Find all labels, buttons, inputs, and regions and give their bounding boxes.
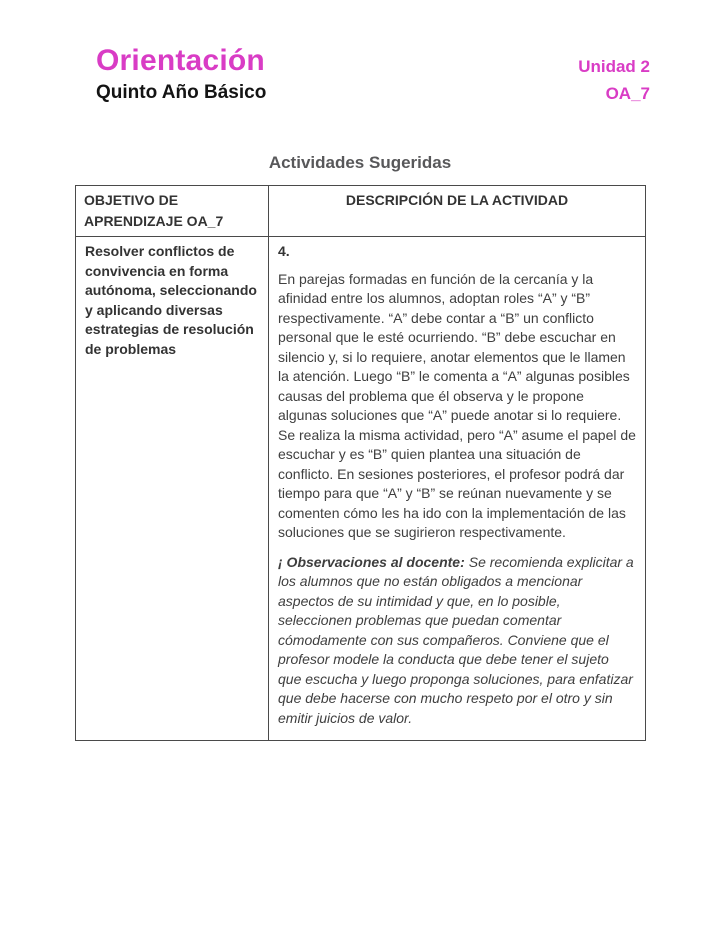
- section-title: Actividades Sugeridas: [268, 153, 452, 172]
- header-left-block: [96, 44, 266, 105]
- activity-number: 4.: [278, 243, 290, 259]
- table-row: [76, 237, 646, 741]
- unit-label: Unidad 2: [578, 57, 650, 76]
- header-right-block: [578, 53, 650, 107]
- observations-paragraph: [278, 553, 636, 729]
- objective-column-header: OBJETIVO DE APRENDIZAJE OA_7: [76, 186, 269, 237]
- table-header-row: [76, 186, 646, 237]
- grade-level: Quinto Año Básico: [96, 82, 267, 103]
- activity-description: En parejas formadas en función de la cercanía y la afinidad entre los alumnos, adoptan roles “A” y “B” respectivamente. “A” debe contar a “B” un conflicto personal que le esté ocurriendo. “B” debe escuchar en silencio y, si lo requiere, anotar elementos que le llamen la atención. Luego “B” le comenta a “A” algunas posibles causas del problema que él observa y le propone algunas soluciones que “A” puede anotar si lo requiere. Se realiza la misma actividad, pero “A” asume el papel de escuchar y es “B” quien plantea una situación de conflicto. En sesiones posteriores, el profesor podrá dar tiempo para que “A” y “B” se reúnan nuevamente y se comenten cómo les ha ido con la implementación de las soluciones que se sugirieron respectivamente.: [278, 270, 636, 540]
- document-header: [96, 44, 650, 107]
- description-cell: [269, 237, 646, 741]
- observations-text: Se recomienda explicitar a los alumnos que no están obligados a mencionar aspectos de su intimidad y que, en lo posible, seleccionen problemas que puedan comentar cómodamente con sus compañeros. Conviene que el profesor modele la conducta que debe tener el sujeto que escucha y luego proponga soluciones, para enfatizar que debe hacerse con mucho respeto por el otro y sin emitir juicios de valor.: [278, 553, 634, 726]
- activities-table: [75, 185, 646, 741]
- objective-cell: Resolver conflictos de convivencia en forma autónoma, seleccionando y aplicando diversas estrategias de resolución de problemas: [76, 237, 269, 741]
- observations-label: ¡ Observaciones al docente:: [278, 553, 465, 570]
- subject-title: Orientación: [96, 44, 265, 77]
- oa-code-label: OA_7: [605, 84, 650, 103]
- description-column-header: DESCRIPCIÓN DE LA ACTIVIDAD: [269, 186, 646, 237]
